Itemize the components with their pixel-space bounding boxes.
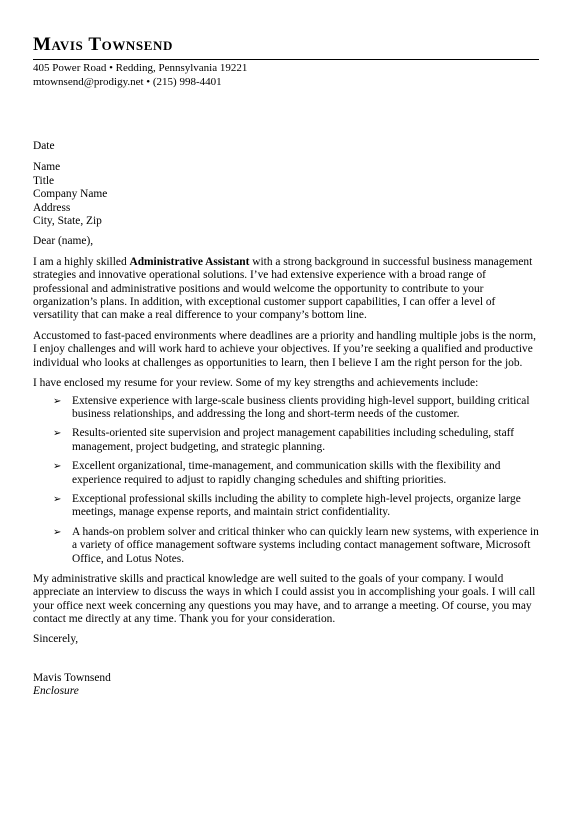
- list-item: [33, 395, 539, 422]
- letter-page: [33, 34, 539, 699]
- recipient-address: Address: [33, 201, 71, 214]
- paragraph-closing: My administrative skills and practical knowledge are well suited to the goals of your company. I would appreciate an interview to discuss the ways in which I could assist you in accomplishing your goals. I will call your office next week concerning any questions you may have, and to arrange a meeting. Of course, you may contact me directly at any time. Thank you for your consideration.: [33, 572, 536, 626]
- letter-body: [33, 140, 539, 699]
- arrow-bullet-icon: ➢: [53, 461, 62, 473]
- paragraph-intro-start: I am a highly skilled: [33, 255, 130, 268]
- header-rule: [33, 59, 539, 60]
- sender-address: 405 Power Road • Redding, Pennsylvania 19221: [33, 62, 248, 74]
- paragraph-intro: [33, 256, 539, 323]
- recipient-city: City, State, Zip: [33, 215, 102, 228]
- arrow-bullet-icon: ➢: [53, 395, 62, 407]
- recipient-company: Company Name: [33, 188, 108, 201]
- list-item: [33, 460, 539, 487]
- signature-name: Mavis Townsend: [33, 672, 111, 684]
- recipient-name: Name: [33, 161, 61, 174]
- sender-contact: mtownsend@prodigy.net • (215) 998-4401: [33, 76, 222, 88]
- list-item-text: Extensive experience with large-scale business clients providing high-level support, building critical business relationships, and addressing the long and short-term needs of the customer.: [72, 394, 530, 420]
- sender-name: Mavis Townsend: [33, 34, 173, 55]
- paragraph-intro-rest: with a strong background in successful business management strategies and innovative operational solutions. I’ve had extensive experience with a broad range of professional and administrative positions and would welcome the opportunity to contribute to your organization’s plans. In addition, with exceptional customer support capabilities, I can offer a level of versatility that can make a real difference to your company’s bottom line.: [33, 255, 533, 322]
- recipient-title: Title: [33, 174, 55, 187]
- letter-date: Date: [33, 140, 55, 152]
- list-item: [33, 526, 539, 566]
- recipient-block: [33, 161, 539, 228]
- job-title-bold: Administrative Assistant: [129, 255, 250, 268]
- arrow-bullet-icon: ➢: [53, 526, 62, 538]
- paragraph-experience: Accustomed to fast-paced environments where deadlines are a priority and handling multiple jobs is the norm, I enjoy challenges and will work hard to achieve your objectives. If you’re seeking a qualified and productive individual who looks at challenges as opportunities to learn, then I believe I am the right person for the job.: [33, 329, 536, 369]
- list-item-text: Exceptional professional skills including the ability to complete high-level projects, organize large meetings, manage expense reports, and maintain strict confidentiality.: [72, 492, 521, 519]
- enclosure-note: Enclosure: [33, 685, 79, 698]
- list-item-text: Excellent organizational, time-management, and communication skills with the flexibility and experience required to adjust to rapidly changing schedules and shifting priorities.: [72, 460, 501, 486]
- list-item-text: A hands-on problem solver and critical thinker who can quickly learn new systems, with experience in a variety of office management software systems including contact management software, Microsoft Office, and Lotus Notes.: [72, 525, 539, 565]
- list-item-text: Results-oriented site supervision and project management capabilities including scheduling, staff management, project budgeting, and strategic planning.: [72, 427, 515, 453]
- arrow-bullet-icon: ➢: [53, 493, 62, 505]
- salutation: Dear (name),: [33, 235, 94, 248]
- list-item: [33, 427, 539, 454]
- strengths-list: [33, 395, 539, 566]
- arrow-bullet-icon: ➢: [53, 428, 62, 440]
- list-item: [33, 493, 539, 520]
- paragraph-resume: I have enclosed my resume for your review. Some of my key strengths and achievements include:: [33, 377, 479, 390]
- complimentary-close: Sincerely,: [33, 632, 79, 645]
